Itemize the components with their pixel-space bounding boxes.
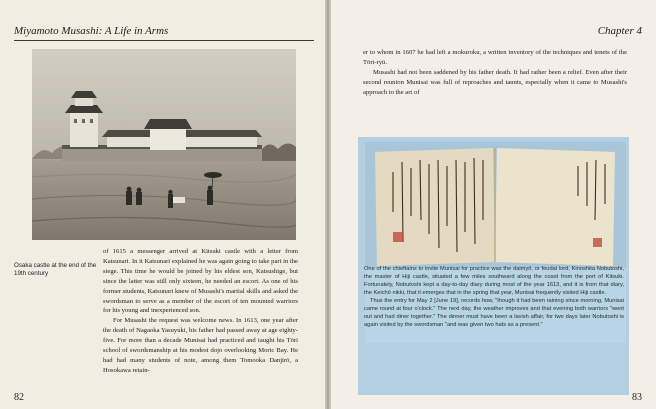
osaka-castle-photo [32, 49, 296, 240]
header-rule-right [30, 40, 313, 41]
keicho-nikki-illustration [365, 142, 626, 268]
sidebar-paragraph: Thus the entry for May 2 [June 19], records how, "though it had been raining since morning, Munisai came round at four o'clock." The next day, the weather improves and that evening both warriors "went out and had diner together." The dinner must have been a lavish affair, for two days later Nobutoshi is again visited by the swordsman "and was given two hats as a present." [364, 298, 624, 328]
sidebar-paragraph: One of the chieftains to invite Munisai for practice was the daimyō, or feudal lord, Kinoshita Nobutoshi, the master of Hiji castle, situated a few miles southward along the coast from the port of Kitsuki. Fortunately, Nobutoshi kept a day-to-day diary during most of the year 1613, and it is from that diary, the Keichō nikki, that it emerges that in the spring that year, Munisai frequently visited Hiji castle. [364, 266, 624, 296]
book-gutter [325, 0, 331, 409]
paragraph: er to whom in 1607 he had left a mokuroku, a written inventory of the techniques and tenets of the Tōri-ryū. [363, 49, 627, 66]
paragraph: Musashi had not been saddened by his father death. It had rather been a relief. Even after their second reunion Munisai was full of reproaches and taunts, especially when it came to Musashi's approach to the art of [363, 68, 627, 96]
right-body-text [363, 48, 627, 98]
page-number-right: 83 [632, 392, 642, 403]
page-number-left: 82 [14, 392, 24, 403]
paragraph: For Musashi the request was welcome news. In 1613, one year after the death of Nagaoka Yasuyuki, his father had passed away at age eighty-five. For more than a decade Munisai had practiced and taught his Tōri school of swordsmanship at his modest dojo overlooking Moric Bay. He had had many students of note, among them Tomooka Danjirō, a Hosokawa retain- [103, 317, 298, 374]
running-head-right: Chapter 4 [597, 25, 642, 37]
osaka-castle-illustration [32, 49, 296, 240]
paragraph: of 1615 a messenger arrived at Kitsuki castle with a letter from Katsunari. In it Katsunari explained he was again going to take part in the siege. This time he would be joined by his eldest son, Katsushige, but since the latter was still only sixteen, he needed an escort. As one of his former students, Katsunari knew of Musashi's martial skills and asked the swordsman to serve as a member of the escort of ten mounted warriors for his young and inexperienced son. [103, 248, 298, 315]
sidebar-text [364, 265, 624, 329]
left-body-text [103, 247, 298, 376]
running-head-left: Miyamoto Musashi: A Life in Arms [14, 25, 169, 37]
photo-caption: Osaka castle at the end of the 19th century [14, 262, 97, 277]
